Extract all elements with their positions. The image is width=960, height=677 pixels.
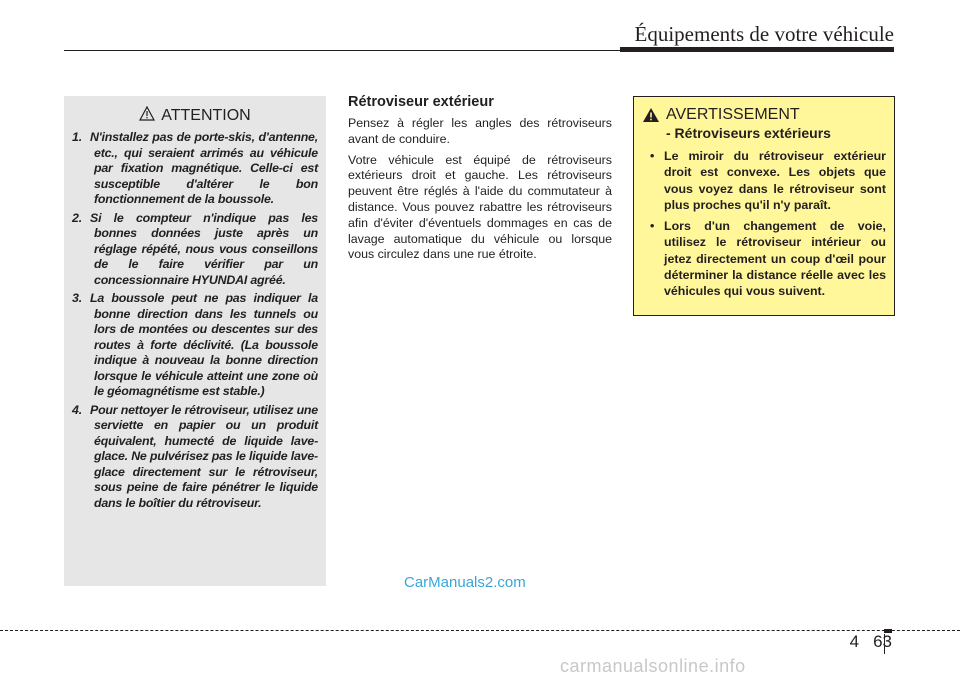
warning-title: AVERTISSEMENT xyxy=(666,106,800,123)
footer-rule xyxy=(0,630,960,631)
warning-box xyxy=(633,96,895,316)
page-number xyxy=(850,632,892,652)
attention-heading xyxy=(72,106,318,126)
chapter-number: 4 xyxy=(849,632,860,651)
list-item: 1. N'installez pas de porte-skis, d'antenne, etc., qui seraient arrimés au véhicule par fixation magnétique. Celle-ci est susceptible d'altérer le bon fonctionnement de la boussole. xyxy=(72,130,318,206)
list-item: 2. Si le compteur n'indique pas les bonnes données juste après un réglage répété, nous vous conseillons de le faire vérifier par un concessionnaire HYUNDAI agréé. xyxy=(72,210,318,287)
attention-list xyxy=(72,130,318,511)
warning-heading xyxy=(642,105,886,142)
list-item: 4. Pour nettoyer le rétroviseur, utilisez une serviette en papier ou un produit équivalent, humecté de liquide lave-glace. Ne pulvérisez pas le liquide lave-glace directement sur le rétroviseur, sous peine de faire pénétrer le liquide dans le boîtier du rétroviseur. xyxy=(72,402,318,510)
section-title: Rétroviseur extérieur xyxy=(348,94,494,110)
attention-title: ATTENTION xyxy=(161,107,251,124)
caution-triangle-icon xyxy=(139,106,155,126)
header-rule-accent xyxy=(620,47,894,52)
attention-box xyxy=(64,96,326,586)
list-item: 3. La boussole peut ne pas indiquer la bonne direction dans les tunnels ou lors de montées ou descentes sur des routes à forte déclivité. (La boussole indique à nouveau la bonne direction lorsque le véhicule atteint une zone où le géomagnétisme est stable.) xyxy=(72,291,318,398)
footer-brand: carmanualsonline.info xyxy=(560,656,746,676)
warning-list xyxy=(642,148,886,300)
warning-subtitle: - Rétroviseurs extérieurs xyxy=(666,125,831,141)
section-paragraph: Votre véhicule est équipé de rétroviseurs extérieurs droit et gauche. Les rétroviseurs peuvent être réglés à l'aide du commutateur à distance. Vous pouvez rabattre les rétroviseurs afin d'éviter d'éventuels dommages en cas de lavage automatique du véhicule ou lorsque vous circulez dans une rue étroite. xyxy=(348,152,612,262)
watermark[interactable]: CarManuals2.com xyxy=(404,574,526,591)
list-item: • Lors d'un changement de voie, utilisez le rétroviseur intérieur ou jetez directement un coup d'œil pour déterminer la distance réelle avec les véhicules qui vous suivent. xyxy=(650,219,886,299)
header-title: Équipements de votre véhicule xyxy=(634,22,894,46)
list-item: • Le miroir du rétroviseur extérieur droit est convexe. Les objets que vous voyez dans le rétroviseur sont plus proches qu'il n'y paraît. xyxy=(650,149,886,212)
warning-triangle-icon xyxy=(642,107,660,128)
page-number-value: 63 xyxy=(873,632,892,651)
section-column xyxy=(348,94,612,268)
section-paragraph: Pensez à régler les angles des rétroviseurs avant de conduire. xyxy=(348,116,612,146)
